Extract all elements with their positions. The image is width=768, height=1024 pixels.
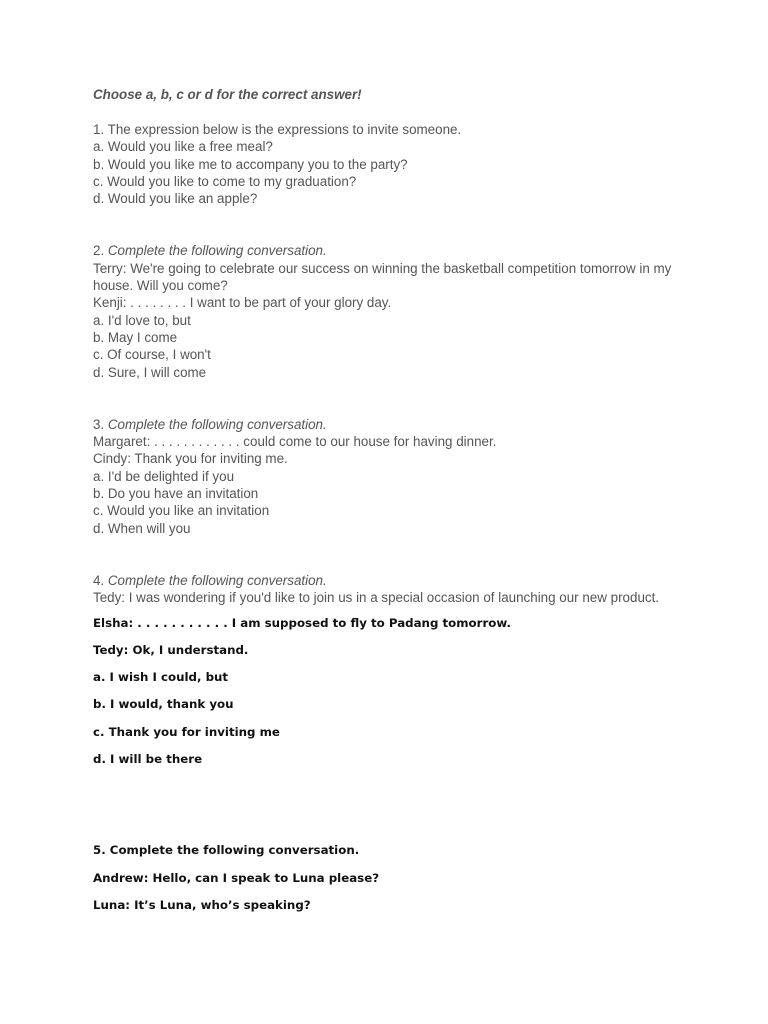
option-d: d. Would you like an apple? (93, 191, 258, 207)
question-stem (93, 242, 693, 259)
option-b: b. May I come (93, 329, 178, 345)
option-c: c. Thank you for inviting me (93, 724, 280, 739)
option-d: d. Sure, I will come (93, 364, 207, 380)
dialogue-line: Cindy: Thank you for inviting me. (93, 451, 288, 467)
option-c: c. Of course, I won't (93, 347, 211, 363)
option-b: b. I would, thank you (93, 697, 234, 712)
dialogue-line: Kenji: . . . . . . . . I want to be part of your glory day. (93, 295, 392, 311)
question-number: 4. (93, 572, 108, 588)
option-a: a. I'd love to, but (93, 312, 191, 328)
worksheet (93, 86, 693, 925)
option-a: a. I wish I could, but (93, 670, 229, 685)
question-number: 3. (93, 416, 108, 432)
option-c: c. Would you like an invitation (93, 503, 270, 519)
question-stem: 5. Complete the following conversation. (93, 843, 360, 858)
question-prompt: Complete the following conversation. (107, 416, 327, 432)
dialogue-line: Tedy: I was wondering if you'd like to join us in a special occasion of launching our new product. (93, 590, 660, 606)
dialogue-line: Tedy: Ok, I understand. (93, 642, 249, 657)
question-stem: 1. The expression below is the expressions to invite someone. (93, 122, 462, 137)
option-c: c. Would you like to come to my graduation? (93, 173, 357, 189)
question-prompt: Complete the following conversation. (107, 243, 327, 259)
dialogue-line: Andrew: Hello, can I speak to Luna please? (93, 870, 380, 885)
instruction: Choose a, b, c or d for the correct answer! (93, 87, 362, 102)
dialogue-line: Margaret: . . . . . . . . . . . . could come to our house for having dinner. (93, 434, 497, 450)
question-stem (93, 416, 693, 433)
dialogue-line: Elsha: . . . . . . . . . . . I am supposed to fly to Padang tomorrow. (93, 615, 512, 630)
question-1 (93, 121, 693, 207)
question-prompt: Complete the following conversation. (107, 572, 327, 588)
option-a: a. Would you like a free meal? (93, 139, 273, 155)
option-b: b. Do you have an invitation (93, 486, 259, 502)
dialogue-line: Luna: It’s Luna, who’s speaking? (93, 897, 311, 912)
question-3 (93, 416, 693, 537)
question-stem (93, 572, 693, 589)
dialogue-line: Terry: We're going to celebrate our success on winning the basketball competition tomorrow in my house. Will you come? (93, 260, 672, 294)
option-a: a. I'd be delighted if you (93, 468, 235, 484)
question-5 (93, 843, 693, 925)
option-d: d. I will be there (93, 752, 203, 767)
question-2 (93, 242, 693, 380)
question-number: 2. (93, 243, 108, 259)
option-d: d. When will you (93, 520, 191, 536)
question-4 (93, 572, 693, 779)
option-b: b. Would you like me to accompany you to the party? (93, 156, 408, 172)
